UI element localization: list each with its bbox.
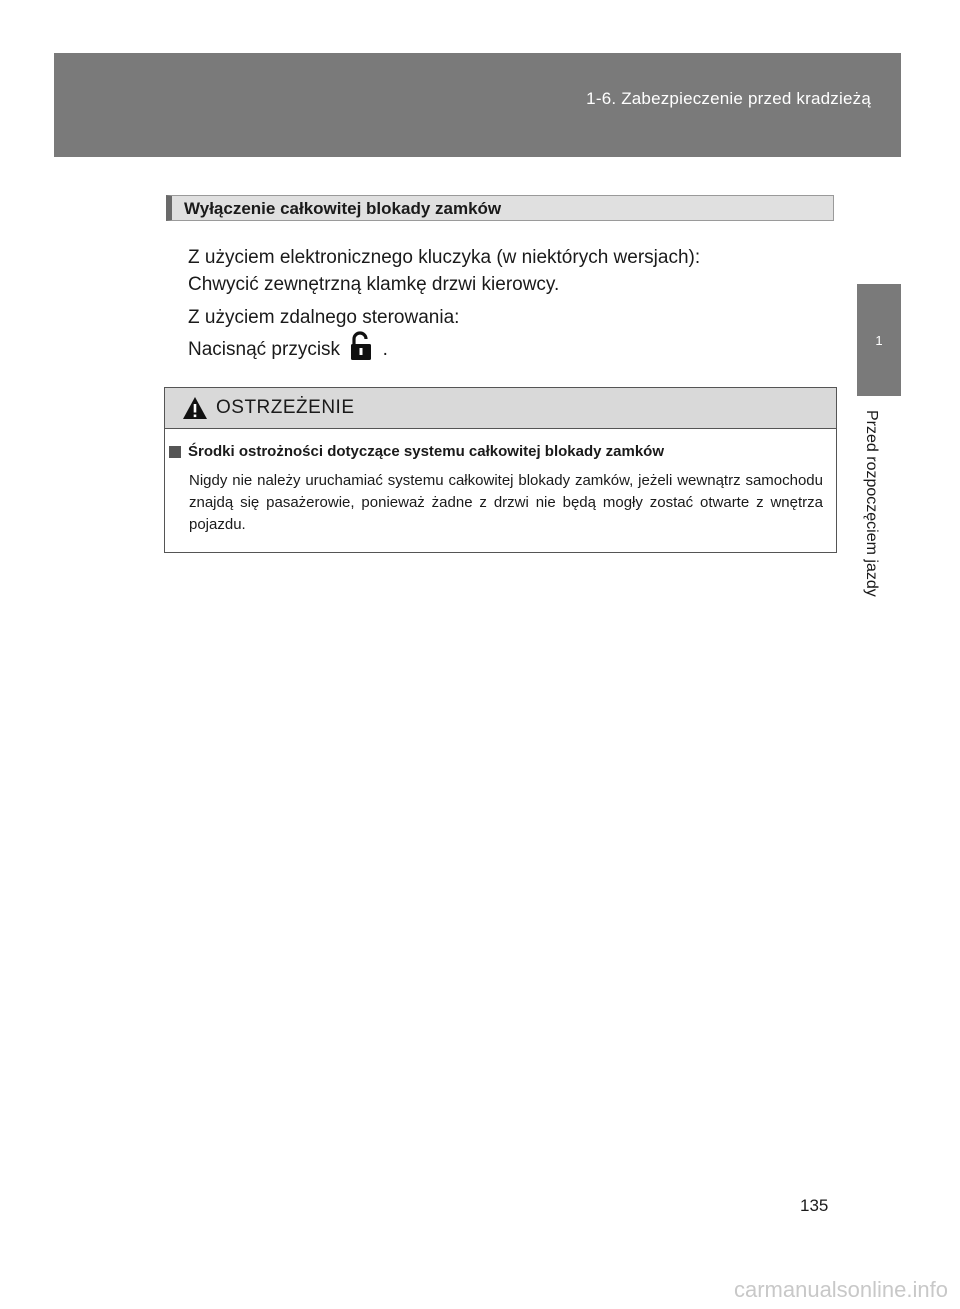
paragraph-electronic-key (188, 244, 700, 298)
paragraph-line-with-icon (188, 331, 459, 369)
section-heading-text: Wyłączenie całkowitej blokady zamków (184, 199, 502, 218)
watermark: carmanualsonline.info (733, 1277, 948, 1302)
warning-triangle-icon (182, 396, 208, 426)
warning-item-heading-text: Środki ostrożności dotyczące systemu całkowitej blokady zamków (188, 443, 664, 460)
page-number: 135 (800, 1196, 829, 1215)
chapter-tab (857, 284, 901, 396)
paragraph-line: Chwycić zewnętrzną klamkę drzwi kierowcy. (188, 274, 560, 295)
paragraph-remote-control (188, 304, 459, 369)
paragraph-line: Z użyciem elektronicznego kluczyka (w niektórych wersjach): (188, 247, 701, 268)
unlock-icon (349, 331, 373, 369)
bullet-square-icon (169, 446, 181, 458)
paragraph-text: Nacisnąć przycisk (188, 339, 341, 360)
warning-header (165, 388, 836, 429)
section-heading (166, 195, 834, 221)
section-title: 1-6. Zabezpieczenie przed kradzieżą (586, 89, 871, 108)
paragraph-text: . (382, 339, 388, 360)
warning-item-heading (169, 443, 664, 460)
warning-title: OSTRZEŻENIE (216, 397, 355, 418)
warning-item-text: Nigdy nie należy uruchamiać systemu całkowitej blokady zamków, jeżeli wewnątrz samochodu znajdą się pasażerowie, ponieważ żadne z drzwi nie będą mogły zostać otwarte z wnętrza pojazdu. (189, 472, 823, 533)
chapter-number: 1 (875, 332, 883, 348)
warning-box (164, 387, 837, 553)
paragraph-line: Z użyciem zdalnego sterowania: (188, 307, 460, 328)
header-band (54, 53, 901, 157)
chapter-label: Przed rozpoczęciem jazdy (863, 410, 880, 597)
